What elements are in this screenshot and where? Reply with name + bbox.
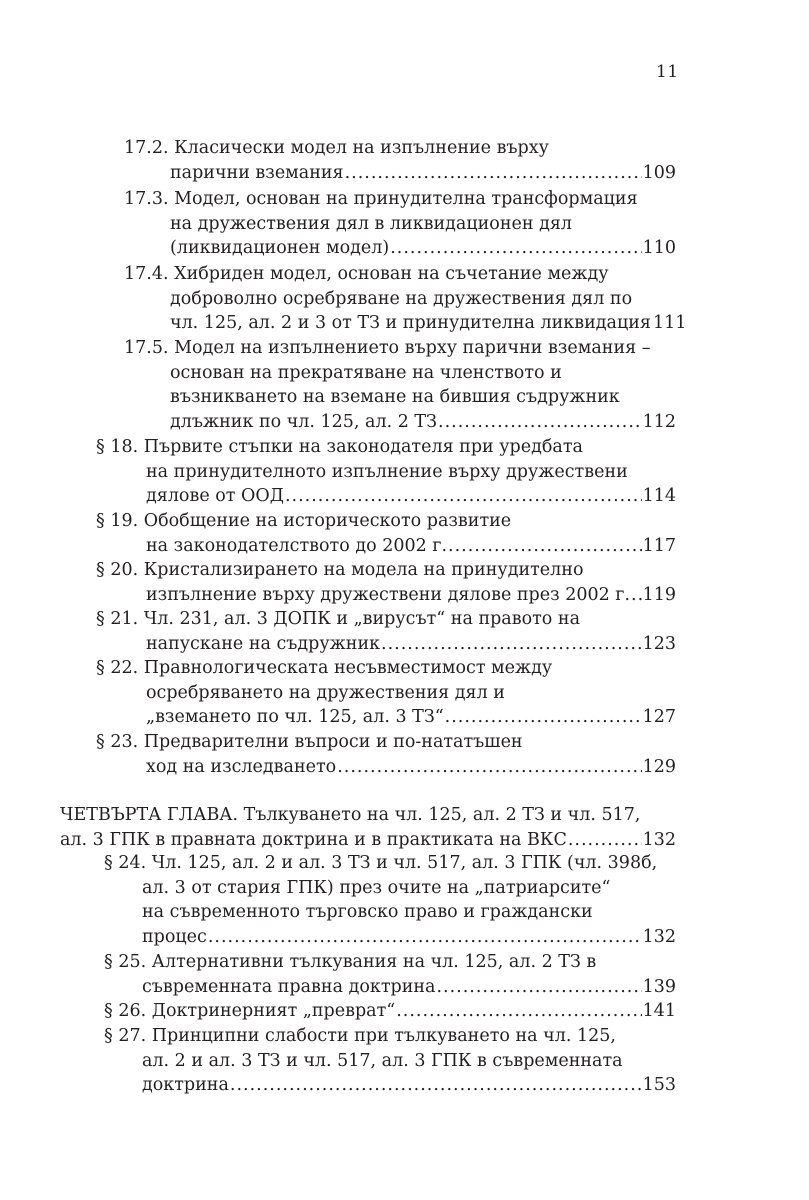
toc-line bbox=[146, 534, 676, 558]
dot-leader bbox=[448, 534, 642, 558]
dot-leader bbox=[445, 705, 642, 729]
entry-title: ал. 3 от стария ГПК) през очите на „патриарсите“ bbox=[142, 877, 611, 898]
entry-title: процес bbox=[142, 926, 207, 947]
toc-line bbox=[142, 1049, 623, 1073]
toc-line bbox=[142, 1073, 676, 1097]
page-ref: 127 bbox=[642, 707, 676, 728]
page-ref: 132 bbox=[642, 829, 676, 850]
dot-leader bbox=[208, 925, 642, 949]
toc-line bbox=[124, 336, 650, 360]
page-ref: 112 bbox=[642, 411, 676, 432]
dot-leader bbox=[396, 999, 641, 1023]
entry-title: чл. 125, ал. 2 и 3 от ТЗ и принудителна ликвидация bbox=[170, 313, 651, 334]
entry-title: Принципни слабости при тълкуването на чл. 125, bbox=[151, 1026, 616, 1046]
toc-line bbox=[96, 558, 583, 582]
entry-title: съвременната правна доктрина bbox=[142, 976, 436, 997]
toc-line bbox=[124, 262, 609, 286]
toc-line bbox=[170, 236, 676, 260]
section-number: § 23. bbox=[96, 732, 139, 752]
entry-title: Кристализирането на модела на принудително bbox=[143, 560, 584, 580]
toc-line bbox=[146, 460, 628, 484]
entry-title: (ликвидационен модел) bbox=[170, 238, 390, 259]
entry-title: на законодателството до 2002 г. bbox=[146, 535, 448, 556]
dot-leader bbox=[285, 484, 642, 508]
page-ref: 132 bbox=[642, 926, 676, 947]
dot-leader bbox=[631, 583, 642, 607]
toc-line bbox=[60, 828, 676, 852]
page-number: 11 bbox=[656, 62, 679, 82]
toc-line bbox=[142, 925, 676, 949]
dot-leader bbox=[390, 236, 641, 260]
entry-title: ЧЕТВЪРТА ГЛАВА. Тълкуването на чл. 125, ал. 2 ТЗ и чл. 517, bbox=[60, 805, 641, 825]
page-ref: 153 bbox=[642, 1075, 676, 1096]
section-number: § 21. bbox=[96, 609, 139, 629]
entry-title: Предварителни въпроси и по-нататъшен bbox=[143, 732, 523, 752]
toc-line bbox=[96, 730, 523, 754]
section-number: § 25. bbox=[104, 952, 147, 972]
toc-line bbox=[96, 435, 583, 459]
entry-title: Модел на изпълнението върху парични вземания – bbox=[174, 338, 651, 358]
entry-title: „вземането по чл. 125, ал. 3 ТЗ“ bbox=[146, 707, 444, 728]
toc-line bbox=[142, 900, 593, 924]
dot-leader bbox=[381, 632, 642, 656]
entry-title: Правнологическата несъвместимост между bbox=[143, 658, 553, 678]
toc-line bbox=[146, 755, 676, 779]
toc-line bbox=[146, 705, 676, 729]
dot-leader bbox=[436, 975, 641, 999]
section-number: 17.4. bbox=[124, 264, 169, 284]
entry-title: ход на изследването bbox=[146, 756, 337, 777]
toc-line bbox=[124, 187, 638, 211]
toc-line bbox=[170, 287, 632, 311]
toc-line bbox=[104, 1024, 616, 1048]
toc-line bbox=[96, 607, 580, 631]
entry-title: доброволно осребряване на дружествения дял по bbox=[170, 288, 633, 309]
section-number: 17.3. bbox=[124, 189, 169, 209]
page-ref: 111 bbox=[652, 313, 687, 334]
toc-line bbox=[104, 950, 596, 974]
dot-leader bbox=[337, 755, 641, 779]
entry-title: Модел, основан на принудителна трансформация bbox=[174, 189, 638, 209]
toc-line bbox=[104, 999, 676, 1023]
dot-leader bbox=[568, 828, 642, 852]
dot-leader bbox=[438, 410, 642, 434]
section-number: § 22. bbox=[96, 658, 139, 678]
toc-line bbox=[96, 509, 511, 533]
section-number: § 20. bbox=[96, 560, 139, 580]
toc-line bbox=[60, 803, 640, 827]
entry-title: Хибриден модел, основан на съчетание между bbox=[174, 264, 609, 284]
entry-title: основан на прекратяване на членството и bbox=[170, 362, 562, 383]
section-number: § 19. bbox=[96, 511, 139, 531]
page-ref: 109 bbox=[642, 162, 676, 183]
entry-title: Алтернативни тълкувания на чл. 125, ал. 2 ТЗ в bbox=[151, 952, 597, 972]
page-ref: 114 bbox=[642, 486, 676, 507]
section-number: § 24. bbox=[104, 853, 147, 873]
entry-title: Чл. 231, ал. 3 ДОПК и „вирусът“ на правото на bbox=[143, 609, 581, 629]
page-ref: 123 bbox=[642, 633, 676, 654]
toc-line bbox=[146, 632, 676, 656]
toc-line bbox=[96, 656, 552, 680]
section-number: § 26. bbox=[104, 1001, 147, 1021]
toc-line bbox=[146, 681, 505, 705]
section-number: 17.2. bbox=[124, 138, 169, 158]
entry-title: ал. 3 ГПК в правната доктрина и в практиката на ВКС bbox=[60, 829, 567, 850]
toc-line bbox=[146, 484, 676, 508]
entry-title: на съвременното търговско право и граждански bbox=[142, 902, 593, 923]
toc-line bbox=[170, 212, 572, 236]
toc-line bbox=[146, 583, 676, 607]
entry-title: парични вземания bbox=[170, 162, 344, 183]
page-ref: 129 bbox=[642, 756, 676, 777]
entry-title: на дружествения дял в ликвидационен дял bbox=[170, 213, 572, 234]
page-ref: 119 bbox=[642, 584, 676, 605]
toc-line bbox=[170, 410, 676, 434]
entry-title: осребряването на дружествения дял и bbox=[146, 682, 505, 703]
section-number: § 18. bbox=[96, 437, 139, 457]
entry-title: напускане на съдружник bbox=[146, 633, 381, 654]
toc-line bbox=[170, 361, 562, 385]
entry-title: дялове от ООД bbox=[146, 486, 284, 507]
entry-title: Чл. 125, ал. 2 и ал. 3 ТЗ и чл. 517, ал. 3 ГПК (чл. 398б, bbox=[151, 853, 658, 873]
entry-title: Доктринерният „преврат“ bbox=[151, 1001, 396, 1021]
entry-title: възникването на вземане на бившия съдружник bbox=[170, 387, 620, 408]
toc-line bbox=[170, 311, 687, 335]
entry-title: доктрина bbox=[142, 1075, 229, 1096]
dot-leader bbox=[345, 161, 642, 185]
section-number: § 27. bbox=[104, 1026, 147, 1046]
toc-line bbox=[142, 876, 610, 900]
entry-title: длъжник по чл. 125, ал. 2 ТЗ bbox=[170, 411, 438, 432]
entry-title: Обобщение на историческото развитие bbox=[143, 511, 512, 531]
toc-line bbox=[170, 161, 676, 185]
toc-line bbox=[124, 136, 549, 160]
toc-line bbox=[142, 975, 676, 999]
toc-line bbox=[104, 851, 657, 875]
dot-leader bbox=[230, 1073, 642, 1097]
page-ref: 141 bbox=[642, 1001, 676, 1021]
section-number: 17.5. bbox=[124, 338, 169, 358]
entry-title: Класически модел на изпълнение върху bbox=[174, 138, 549, 158]
entry-title: на принудителното изпълнение върху дружествени bbox=[146, 461, 628, 482]
page-ref: 110 bbox=[642, 238, 676, 259]
entry-title: изпълнение върху дружествени дялове през 2002 г. bbox=[146, 584, 631, 605]
page-ref: 117 bbox=[642, 535, 676, 556]
page-ref: 139 bbox=[642, 976, 676, 997]
toc-line bbox=[170, 385, 620, 409]
entry-title: ал. 2 и ал. 3 ТЗ и чл. 517, ал. 3 ГПК в съвременната bbox=[142, 1050, 623, 1071]
entry-title: Първите стъпки на законодателя при уредбата bbox=[143, 437, 583, 457]
